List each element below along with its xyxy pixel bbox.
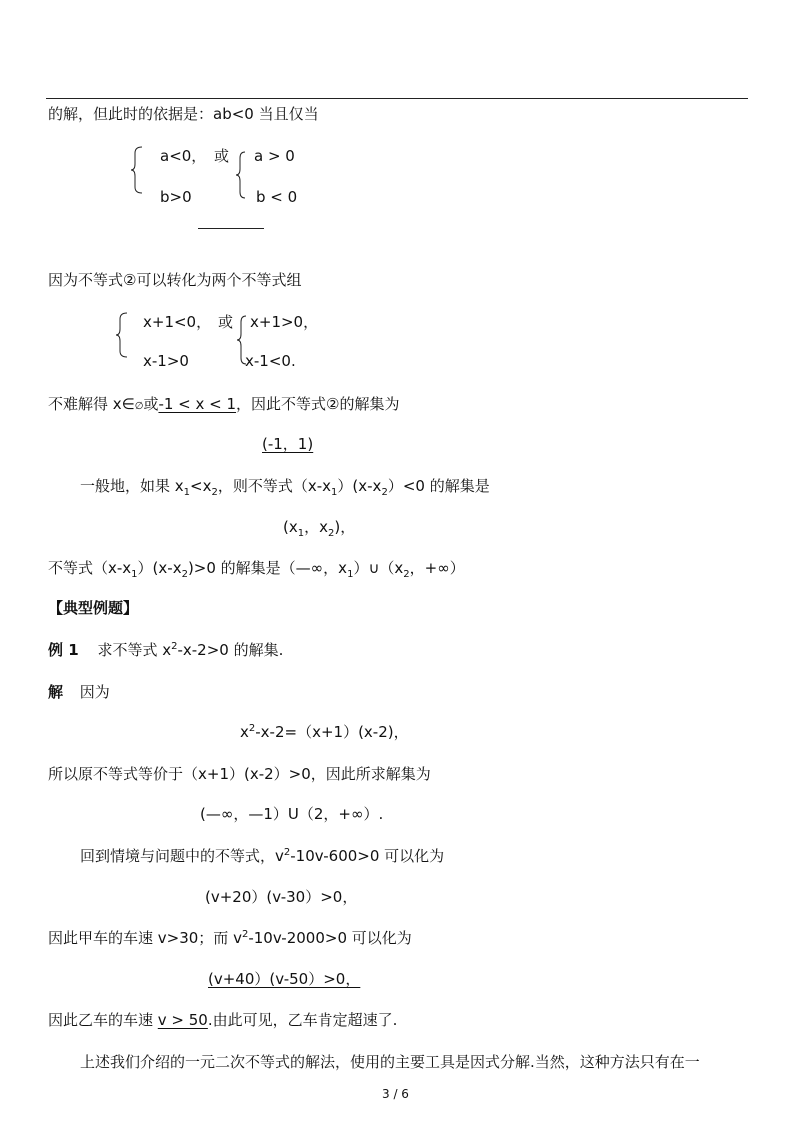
t4a: 一般地，如果 x (80, 477, 184, 495)
sys2-or: 或 (218, 313, 234, 331)
t10b: .由此可见，乙车肯定超速了. (207, 1011, 398, 1029)
t8sup: 2 (283, 847, 291, 858)
t6s4: 2 (403, 569, 410, 580)
solution-range: -1 < x < 1 (158, 395, 237, 413)
text-line-6 (48, 558, 465, 578)
t4b: <x (190, 477, 212, 495)
t6a: 不等式（x-x (48, 559, 132, 577)
example-label: 例 1 (48, 641, 79, 659)
sys1-left-top: a<0， (160, 147, 207, 165)
left-brace-icon (235, 150, 247, 200)
equation-3: (v+20）(v-30）>0， (205, 888, 358, 906)
text-line-1: 的解，但此时的依据是：ab<0 当且仅当 (48, 105, 319, 123)
text-line-4 (80, 476, 490, 496)
t5s2: 2 (328, 528, 335, 539)
t8b: -10v-600>0 可以化为 (290, 847, 445, 865)
header-rule (46, 98, 748, 99)
t4s4: 2 (381, 487, 388, 498)
t4s1: 1 (183, 487, 191, 498)
sys1-or: 或 (214, 147, 230, 165)
text-line-9 (48, 928, 412, 948)
t6c: )>0 的解集是（—∞，x (187, 559, 348, 577)
section-title: 【典型例题】 (48, 599, 139, 617)
t5a: (x (283, 518, 298, 536)
t5c: )， (334, 518, 356, 536)
text-line-3-pre: 不难解得 x∈ (48, 395, 135, 413)
left-brace-icon (130, 146, 144, 194)
sys1-right-bottom: b < 0 (256, 188, 298, 206)
t4d: ）(x-x (337, 477, 382, 495)
eq1sup: 2 (248, 723, 256, 734)
text-line-3 (48, 394, 400, 417)
t5b: ，x (304, 518, 328, 536)
t8a: 回到情境与问题中的不等式，v (80, 847, 284, 865)
t6e: ，+∞） (409, 559, 465, 577)
t4e: ）<0 的解集是 (387, 477, 490, 495)
t4s3: 1 (331, 487, 338, 498)
text-line-10 (48, 1010, 397, 1030)
text-line-11: 上述我们介绍的一元二次不等式的解法，使用的主要工具是因式分解.当然，这种方法只有在一 (80, 1053, 700, 1071)
t6b: ）(x-x (137, 559, 182, 577)
empty-set-symbol: ∅ (134, 401, 144, 412)
interval-1: (-1，1) (262, 435, 314, 453)
t4c: ，则不等式（x-x (217, 477, 332, 495)
solution-label: 解 (48, 683, 64, 701)
text-line-2: 因为不等式②可以转化为两个不等式组 (48, 271, 302, 289)
solution-text: 因为 (79, 683, 110, 701)
t6s2: 2 (181, 569, 188, 580)
t5s1: 1 (297, 528, 305, 539)
t9b: -10v-2000>0 可以化为 (248, 929, 412, 947)
example-sup: 2 (171, 641, 178, 652)
eq1a: x (240, 723, 249, 741)
blank-line (198, 228, 264, 229)
t6d: ）∪（x (353, 559, 404, 577)
t9a: 因此甲车的车速 v>30；而 v (48, 929, 242, 947)
speed-value: v > 50 (157, 1011, 208, 1029)
left-brace-icon (115, 312, 129, 358)
text-line-8 (80, 846, 444, 866)
page-number: 3 / 6 (382, 1087, 409, 1101)
text-line-3-post: ，因此不等式②的解集为 (236, 395, 400, 413)
sys2-right-top: x+1>0， (250, 313, 319, 331)
t9sup: 2 (241, 929, 249, 940)
eq1b: -x-2=（x+1）(x-2)， (255, 723, 409, 741)
sys2-right-bottom: x-1<0. (245, 352, 296, 370)
example-1 (48, 640, 283, 660)
sys1-left-bottom: b>0 (160, 188, 192, 206)
t4s2: 2 (211, 487, 218, 498)
equation-1 (240, 722, 409, 742)
t6s1: 1 (131, 569, 138, 580)
sys2-left-bottom: x-1>0 (143, 352, 189, 370)
example-a: 求不等式 x (97, 641, 172, 659)
equation-2: (—∞，—1）U（2，+∞）. (200, 805, 384, 823)
t6s3: 1 (347, 569, 354, 580)
t10a: 因此乙车的车速 (48, 1011, 158, 1029)
text-line-5 (283, 517, 355, 537)
sys2-left-top: x+1<0， (143, 313, 212, 331)
example-b: -x-2>0 的解集. (177, 641, 284, 659)
text-line-7: 所以原不等式等价于（x+1）(x-2）>0，因此所求解集为 (48, 765, 431, 783)
text-line-3-or: 或 (143, 395, 159, 413)
sys1-right-top: a > 0 (254, 147, 295, 165)
solution-line (48, 682, 110, 702)
equation-4: (v+40）(v-50）>0， (208, 970, 361, 988)
